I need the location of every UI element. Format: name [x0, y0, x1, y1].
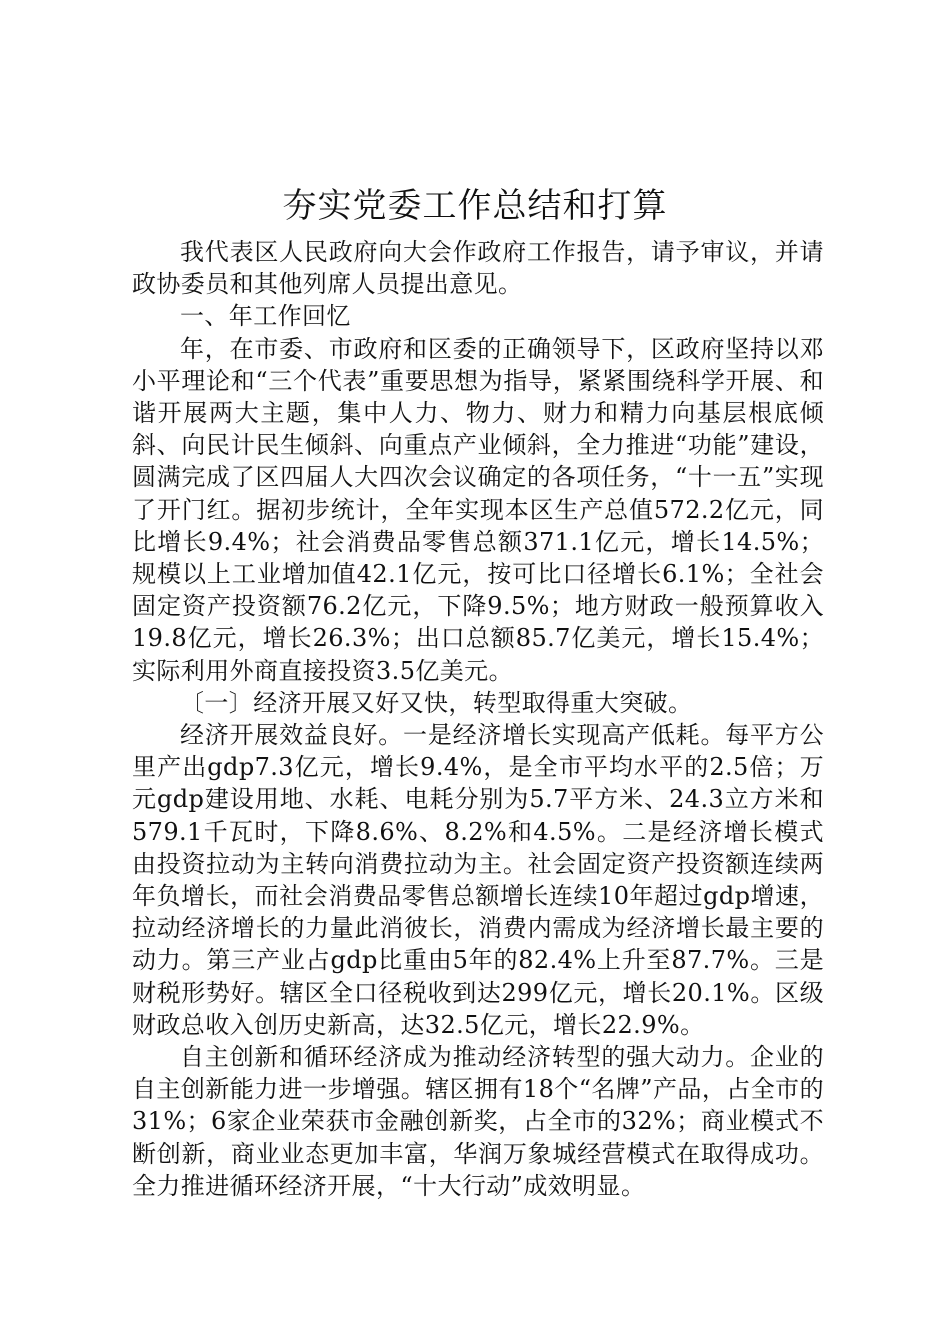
paragraph-innovation: 自主创新和循环经济成为推动经济转型的强大动力。企业的自主创新能力进一步增强。辖区拥有18个“名牌”产品，占全市的31%；6家企业荣获市金融创新奖，占全市的32%；商业模式不断创新，商业业态更加丰富，华润万象城经营模式在取得成功。全力推进循环经济开展，“十大行动”成效明显。 — [132, 1043, 824, 1200]
section-heading: 一、年工作回忆 — [180, 302, 351, 331]
subsection-heading: 〔一〕经济开展又好又快，转型取得重大突破。 — [180, 688, 693, 717]
document-title: 夯实党委工作总结和打算 — [282, 186, 668, 226]
document-body — [132, 236, 824, 1202]
paragraph-intro: 我代表区人民政府向大会作政府工作报告，请予审议，并请政协委员和其他列席人员提出意见。 — [132, 238, 824, 299]
paragraph-economy: 经济开展效益良好。一是经济增长实现高产低耗。每平方公里产出gdp7.3亿元，增长9.4%，是全市平均水平的2.5倍；万元gdp建设用地、水耗、电耗分别为5.7平方米、24.3立方米和579.1千瓦时，下降8.6%、8.2%和4.5%。二是经济增长模式由投资拉动为主转向消费拉动为主。社会固定资产投资额连续两年负增长，而社会消费品零售总额增长连续10年超过gdp增速，拉动经济增长的力量此消彼长，消费内需成为经济增长最主要的动力。第三产业占gdp比重由5年的82.4%上升至87.7%。三是财税形势好。辖区全口径税收到达299亿元，增长20.1%。区级财政总收入创历史新高，达32.5亿元，增长22.9%。 — [132, 721, 824, 1039]
paragraph-review: 年，在市委、市政府和区委的正确领导下，区政府坚持以邓小平理论和“三个代表”重要思想为指导，紧紧围绕科学开展、和谐开展两大主题，集中人力、物力、财力和精力向基层根底倾斜、向民计民生倾斜、向重点产业倾斜，全力推进“功能”建设，圆满完成了区四届人大四次会议确定的各项任务，“十一五”实现了开门红。据初步统计，全年实现本区生产总值572.2亿元，同比增长9.4%；社会消费品零售总额371.1亿元，增长14.5%；规模以上工业增加值42.1亿元，按可比口径增长6.1%；全社会固定资产投资额76.2亿元，下降9.5%；地方财政一般预算收入19.8亿元，增长26.3%；出口总额85.7亿美元，增长15.4%；实际利用外商直接投资3.5亿美元。 — [132, 334, 824, 685]
